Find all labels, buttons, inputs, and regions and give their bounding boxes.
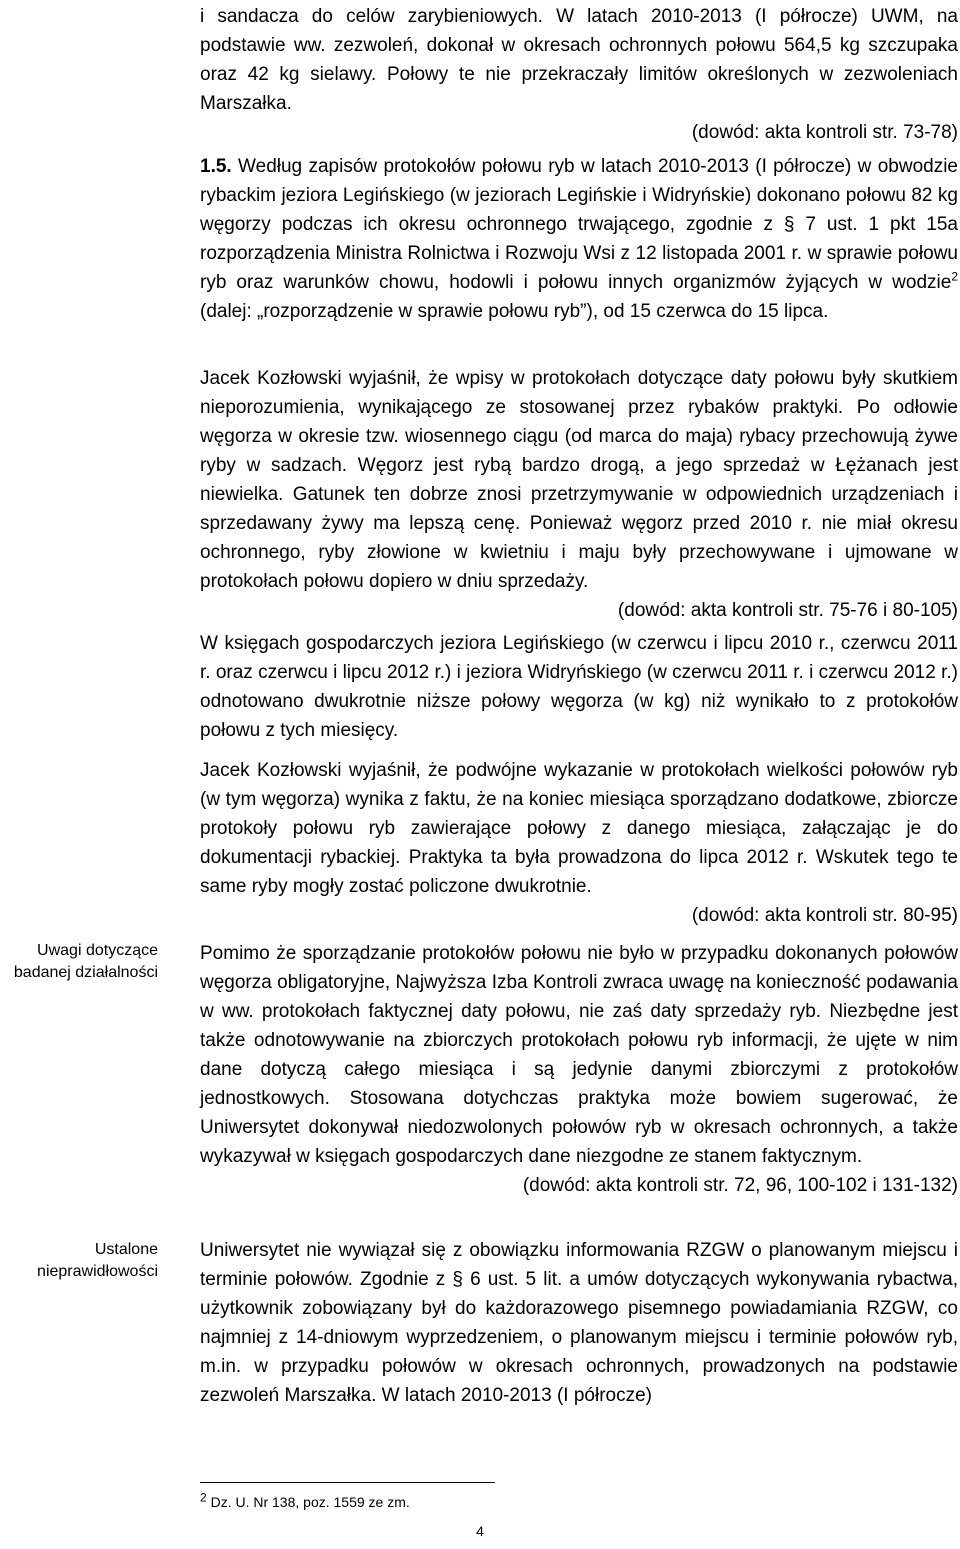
margin-label-remarks: Uwagi dotyczące badanej działalności bbox=[13, 942, 158, 981]
evidence-reference: (dowód: akta kontroli str. 72, 96, 100-102 i 131-132) bbox=[522, 1175, 958, 1196]
section-number: 1.5. bbox=[200, 156, 232, 177]
paragraph-eel-catch: 1.5. Według zapisów protokołów połowu ryb w latach 2010-2013 (I półrocze) w obwodzie rybackim jeziora Legińskiego (w jeziorach Legińskie i Widryńskie) dokonano połowu 82 kg węgorzy podczas ich okresu ochronnego trwającego, zgodnie z § 7 ust. 1 pkt 15a rozporządzenia Ministra Rolnictwa i Rozwoju Wsi z 12 listopada 2001 r. w sprawie połowu ryb oraz warunków chowu, hodowli i połowu innych organizmów żyjących w wodzie$^2$ (dalej: „rozporządzenie w sprawie połowu ryb”), od 15 czerwca do 15 lipca. bbox=[200, 156, 958, 322]
paragraph-explanation-1: Jacek Kozłowski wyjaśnił, że wpisy w protokołach dotyczące daty połowu były skutkiem nieporozumienia, wynikającego ze stosowanej przez rybaków praktyki. Po odłowie węgorza w okresie tzw. wiosennego ciągu (od marca do maja) rybacy przechowują żywe ryby w sadzach. Węgorz jest rybą bardzo drogą, a jego sprzedaż w Łężanach jest niewielka. Gatunek ten dobrze znosi przetrzymywanie w odpowiednich urządzeniach i sprzedawany żywy ma lepszą cenę. Ponieważ węgorz przed 2010 r. nie miał okresu ochronnego, ryby złowione w kwietniu i maju były przechowywane i ujmowane w protokołach połowu dopiero w dniu sprzedaży. bbox=[200, 368, 958, 592]
evidence-reference: (dowód: akta kontroli str. 75-76 i 80-105) bbox=[617, 600, 958, 621]
paragraph-irregularities: Uniwersytet nie wywiązał się z obowiązku informowania RZGW o planowanym miejscu i terminie połowów. Zgodnie z § 6 ust. 5 lit. a umów dotyczących wykonywania rybactwa, użytkownik zobowiązany był do każdorazowego pisemnego powiadamiania RZGW, co najmniej z 14-dniowym wyprzedzeniem, o planowanym miejscu i terminie połowów ryb, m.in. w przypadku połowów w okresach ochronnych, prowadzonych na podstawie zezwoleń Marszałka. W latach 2010-2013 (I półrocze) bbox=[200, 1240, 958, 1406]
margin-label-irregularities: Ustalone nieprawidłowości bbox=[37, 1241, 158, 1280]
paragraph-limits: i sandacza do celów zarybieniowych. W latach 2010-2013 (I półrocze) UWM, na podstawie ww. zezwoleń, dokonał w okresach ochronnych połowu 564,5 kg szczupaka oraz 42 kg sielawy. Połowy te nie przekraczały limitów określonych w zezwoleniach Marszałka. bbox=[200, 6, 958, 114]
explanation-block-1 bbox=[200, 364, 958, 625]
footnote bbox=[200, 1490, 410, 1511]
section-1-5 bbox=[200, 152, 958, 326]
continued-paragraph bbox=[200, 2, 958, 147]
paragraph-ledgers: W księgach gospodarczych jeziora Legińskiego (w czerwcu i lipcu 2010 r., czerwcu 2011 r. oraz czerwcu i lipcu 2012 r.) i jeziora Widryńskiego (w czerwcu 2011 r. i czerwcu 2012 r.) odnotowano dwukrotnie niższe połowy węgorza (w kg) niż wynikało to z protokołów połowu z tych miesięcy. bbox=[200, 633, 958, 741]
explanation-block-2 bbox=[200, 756, 958, 930]
irregularities-block bbox=[200, 1236, 958, 1410]
evidence-reference: (dowód: akta kontroli str. 73-78) bbox=[691, 122, 958, 143]
paragraph-explanation-2: Jacek Kozłowski wyjaśnił, że podwójne wykazanie w protokołach wielkości połowów ryb (w tym węgorza) wynika z faktu, że na koniec miesiąca sporządzano dodatkowe, zbiorcze protokoły połowu ryb zawierające połowy z danego miesiąca, załączając je do dokumentacji rybackiej. Praktyka ta była prowadzona do lipca 2012 r. Wskutek tego te same ryby mogły zostać policzone dwukrotnie. bbox=[200, 760, 958, 897]
page-number: 4 bbox=[476, 1523, 484, 1539]
remarks-block bbox=[200, 939, 958, 1200]
paragraph-remarks: Pomimo że sporządzanie protokołów połowu nie było w przypadku dokonanych połowów węgorza obligatoryjne, Najwyższa Izba Kontroli zwraca uwagę na konieczność podawania w ww. protokołach faktycznej daty połowu, nie zaś daty sprzedaży ryb. Niezbędne jest także odnotowywanie na zbiorczych protokołach połowu ryb informacji, że ujęte w nim dane dotyczą całego miesiąca i są jedynie danymi zbiorczymi z protokołów jednostkowych. Stosowana dotychczas praktyka może bowiem sugerować, że Uniwersytet dokonywał niedozwolonych połowów ryb w okresach ochronnych, a także wykazywał w księgach gospodarczych dane niezgodne ze stanem faktycznym. bbox=[200, 943, 958, 1167]
ledger-block bbox=[200, 629, 958, 745]
evidence-reference: (dowód: akta kontroli str. 80-95) bbox=[691, 905, 958, 926]
footnote-separator bbox=[200, 1482, 495, 1483]
footnote-marker: 2 bbox=[200, 1490, 207, 1505]
footnote-ref: 2 bbox=[951, 269, 958, 284]
footnote-text: Dz. U. Nr 138, poz. 1559 ze zm. bbox=[206, 1494, 410, 1510]
